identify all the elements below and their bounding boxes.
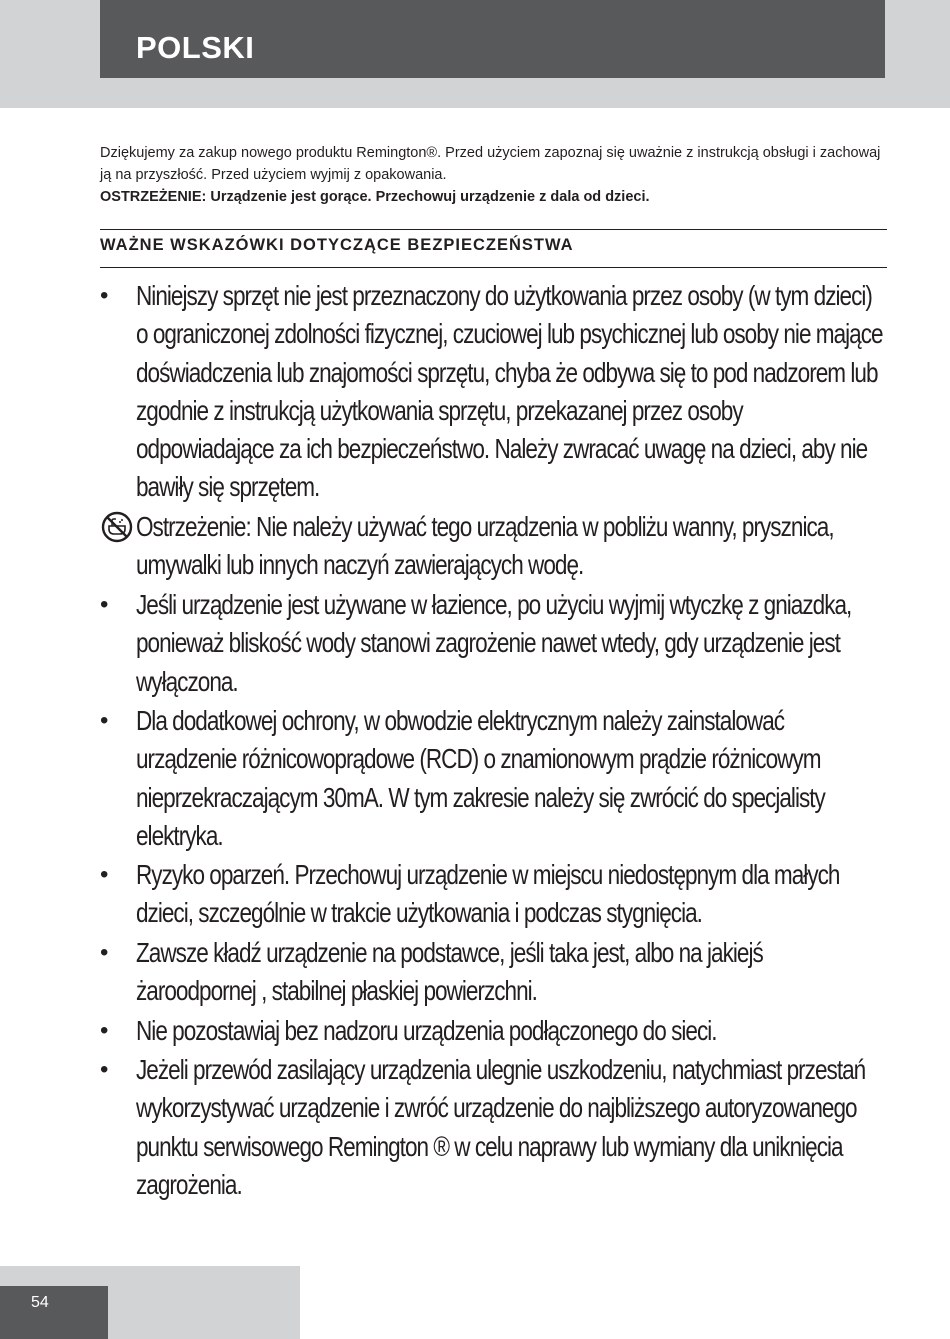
no-bathtub-icon — [101, 511, 133, 543]
intro-block — [100, 142, 890, 208]
bullet: • — [100, 591, 109, 618]
list-item-text: Jeśli urządzenie jest używane w łazience, po użyciu wyjmij wtyczkę z gniazdka, ponieważ bliskość wody stanowi zagrożenie nawet wtedy, gdy urządzenie jest wyłączona. — [136, 589, 852, 697]
list-item — [100, 1051, 890, 1204]
bullet: • — [100, 939, 109, 966]
bullet: • — [100, 1056, 109, 1083]
list-item-text: Dla dodatkowej ochrony, w obwodzie elektrycznym należy zainstalować urządzenie różnicowoprądowe (RCD) o znamionowym prądzie różnicowym nieprzekraczającym 30mA. W tym zakresie należy się zwrócić do specjalisty elektryka. — [136, 705, 825, 851]
list-item-text: Nie pozostawiaj bez nadzoru urządzenia podłączonego do sieci. — [136, 1015, 717, 1046]
intro-text: Dziękujemy za zakup nowego produktu Remington®. Przed użyciem zapoznaj się uważnie z instrukcją obsługi i zachowaj ją na przyszłość. Przed użyciem wyjmij z opakowania. — [100, 145, 881, 183]
list-item — [100, 702, 890, 855]
list-item — [100, 1012, 890, 1050]
language-bar — [100, 0, 885, 78]
section-rule-top — [100, 229, 887, 230]
list-item-text: Ryzyko oparzeń. Przechowuj urządzenie w miejscu niedostępnym dla małych dzieci, szczególnie w trakcie użytkowania i podczas stygnięcia. — [136, 859, 840, 929]
bullet: • — [100, 861, 109, 888]
list-item-text: Jeżeli przewód zasilający urządzenia ulegnie uszkodzeniu, natychmiast przestań wykorzystywać urządzenie i zwróć urządzenie do najbliższego autoryzowanego punktu serwisowego Remington ® w celu naprawy lub wymiany dla uniknięcia zagrożenia. — [136, 1054, 866, 1200]
list-item — [100, 856, 890, 933]
section-title: WAŻNE WSKAZÓWKI DOTYCZĄCE BEZPIECZEŃSTWA — [100, 236, 574, 254]
list-item-text: Niniejszy sprzęt nie jest przeznaczony do użytkowania przez osoby (w tym dzieci) o ograniczonej zdolności fizycznej, czuciowej lub psychicznej lub osoby nie mające doświadczenia lub znajomości sprzętu, chyba że odbywa się to pod nadzorem lub zgodnie z instrukcją użytkowania sprzętu, przekazanej przez osoby odpowiadające za ich bezpieczeństwo. Należy zwracać uwagę na dzieci, aby nie bawiły się sprzętem. — [136, 280, 883, 503]
bullet: • — [100, 1017, 109, 1044]
page-number: 54 — [31, 1294, 49, 1311]
list-item-text: Zawsze kładź urządzenie na podstawce, jeśli taka jest, albo na jakiejś żaroodpornej , stabilnej płaskiej powierzchni. — [136, 937, 763, 1007]
intro-warning: OSTRZEŻENIE: Urządzenie jest gorące. Przechowuj urządzenie z dala od dzieci. — [100, 189, 650, 205]
page-number-box — [0, 1286, 108, 1339]
language-title: POLSKI — [136, 30, 255, 65]
list-item — [100, 508, 890, 585]
safety-list — [100, 277, 890, 1204]
list-item — [100, 277, 890, 507]
list-item — [100, 934, 890, 1011]
list-item — [100, 586, 890, 701]
bullet: • — [100, 282, 109, 309]
section-rule-bottom — [100, 267, 887, 268]
bullet: • — [100, 707, 109, 734]
list-item-text: Ostrzeżenie: Nie należy używać tego urządzenia w pobliżu wanny, prysznica, umywalki lub innych naczyń zawierających wodę. — [136, 511, 834, 581]
